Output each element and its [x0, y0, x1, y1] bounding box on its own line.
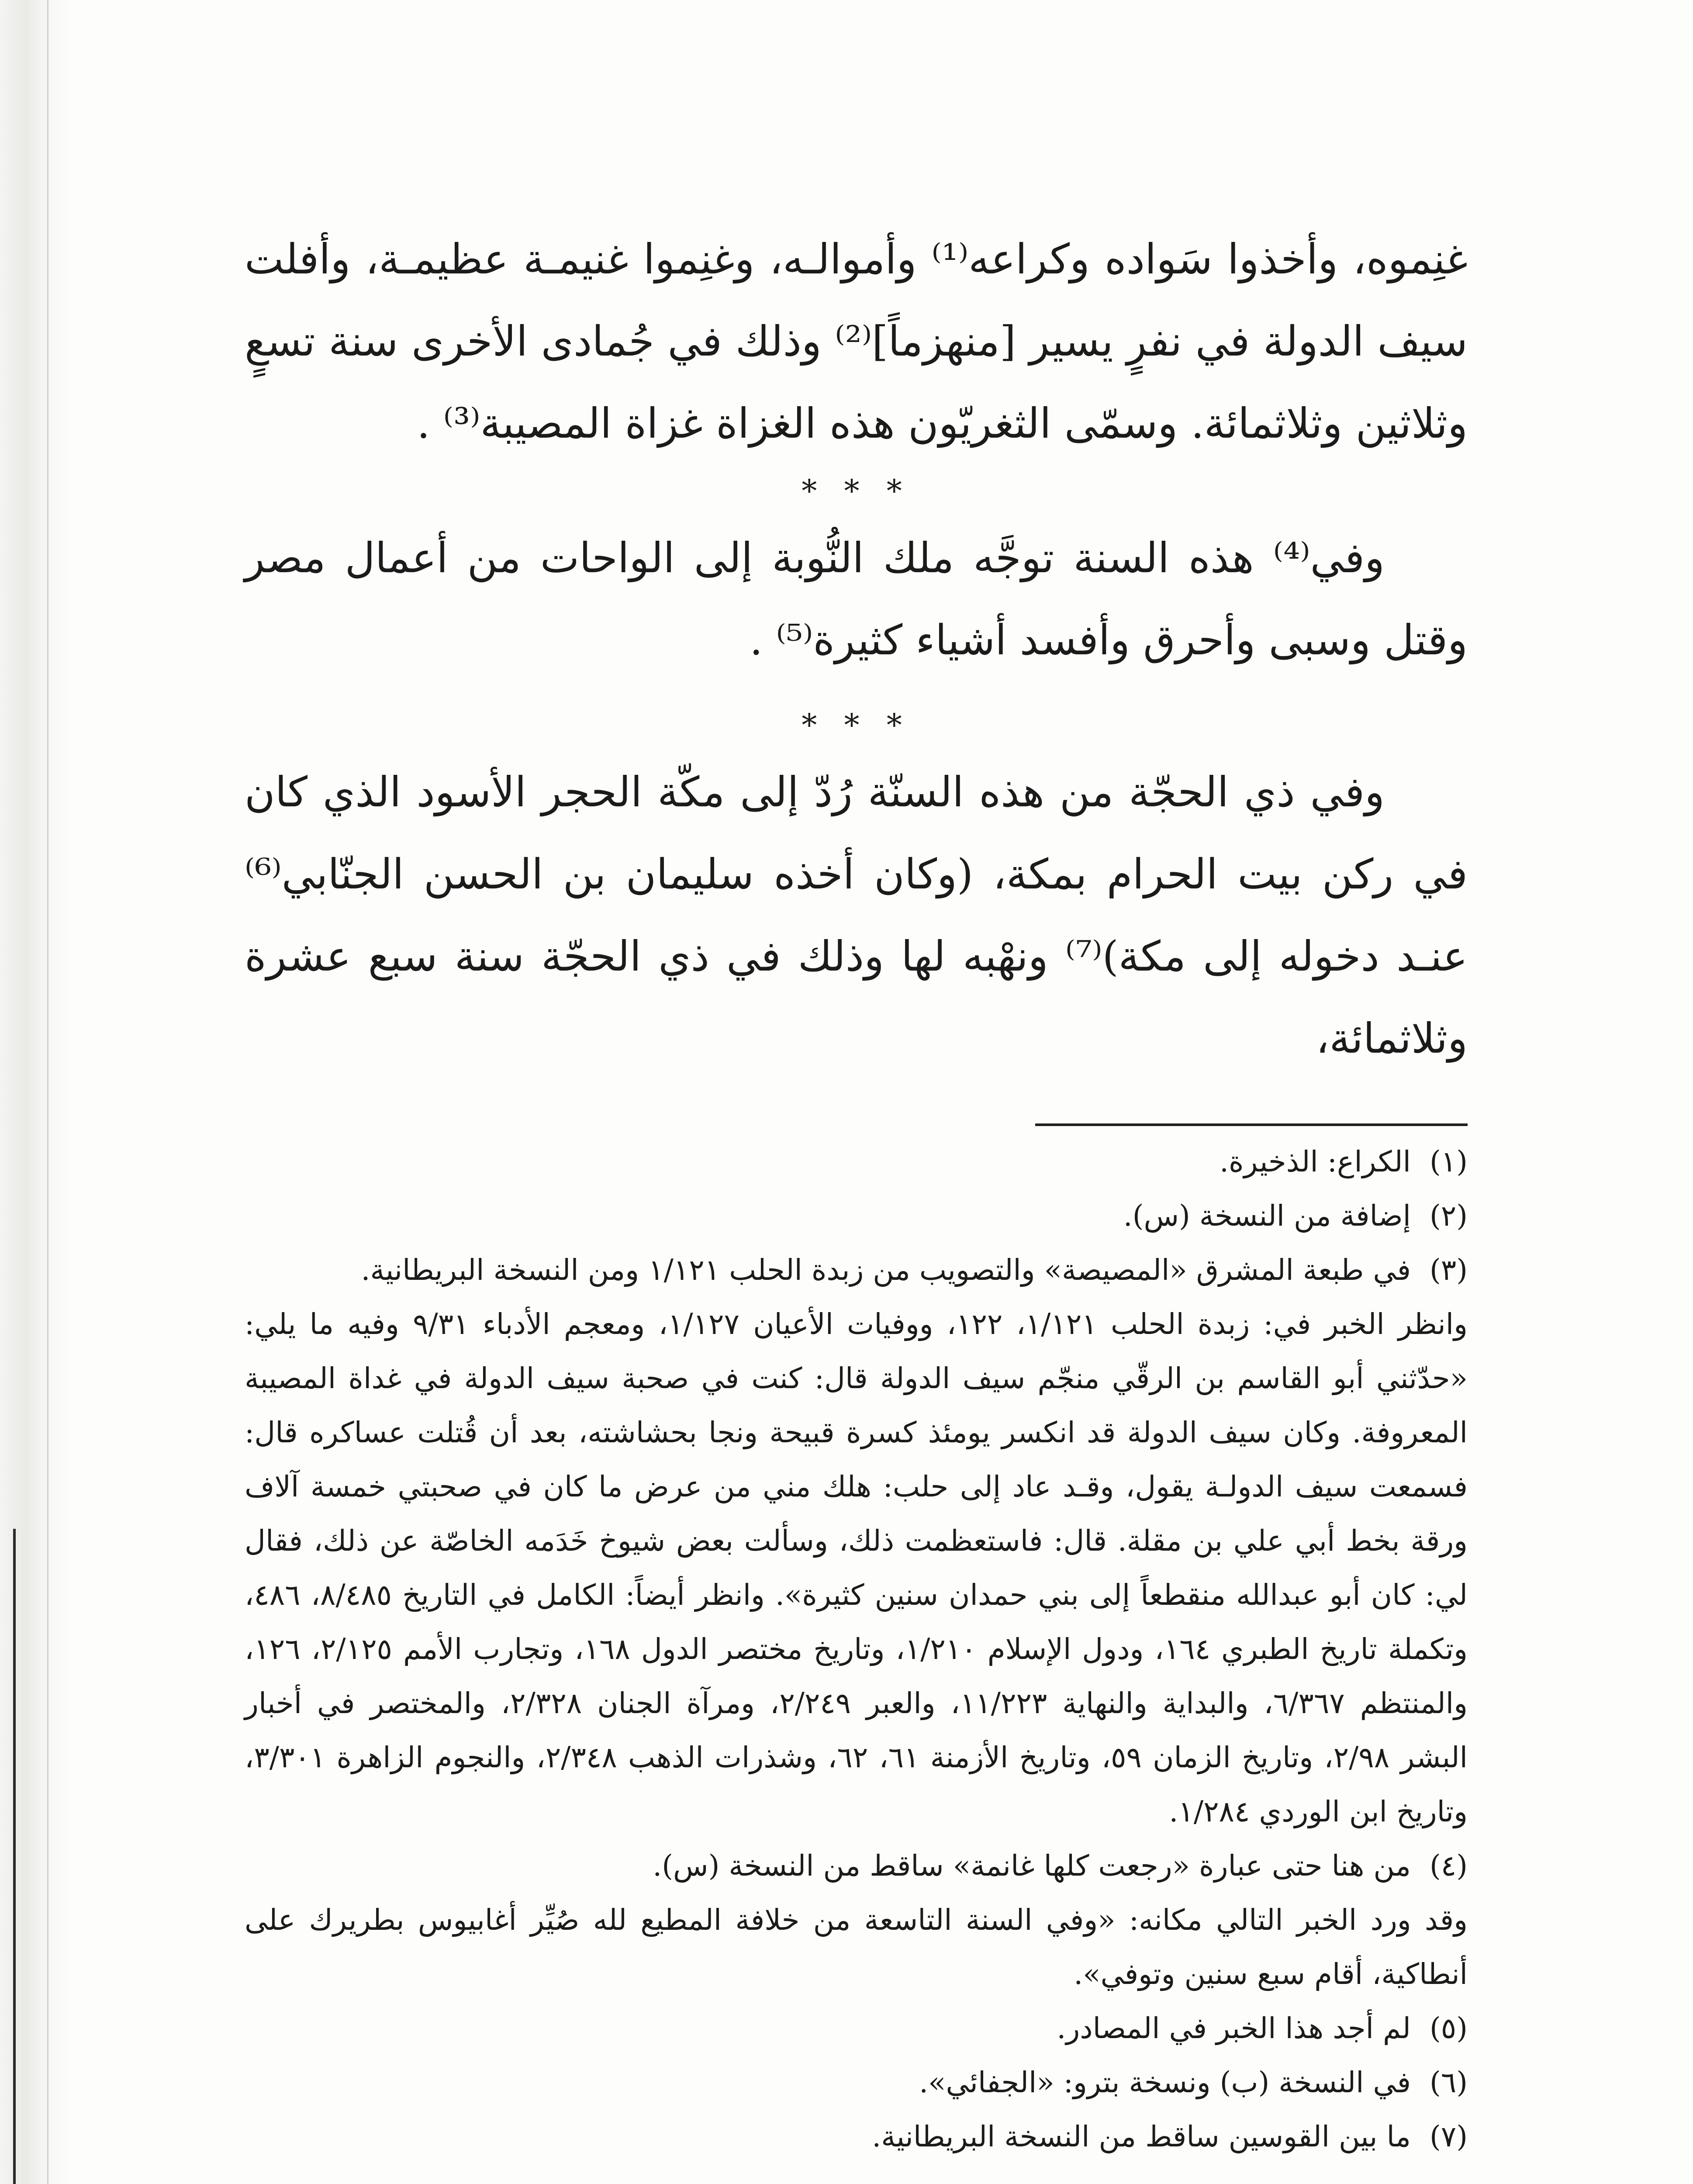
- footnote-number: (١): [1430, 1145, 1468, 1178]
- paragraph: غنِموه، وأخذوا سَواده وكراعه⁽¹⁾ وأموالـه، وغنِموا غنيمـة عظيمـة، وأفلت سيف الدولة في نفرٍ يسير [منهزماً]⁽²⁾ وذلك في جُمادى الأخرى سنة تسعٍ وثلاثين وثلاثمائة. وسمّى الثغريّون هذه الغزاة غزاة المصيبة⁽³⁾ .: [245, 235, 1468, 448]
- footnote-number: (٢): [1430, 1199, 1468, 1233]
- footnote: [245, 1189, 1468, 1243]
- main-text: [245, 218, 1468, 1080]
- footnote-number: (٧): [1430, 2120, 1468, 2153]
- scan-gutter: [0, 0, 74, 2184]
- footnote-text: من هنا حتى عبارة «رجعت كلها غانمة» ساقط من النسخة (س).: [653, 1849, 1411, 1883]
- section-separator: * * *: [802, 707, 911, 743]
- footnote: [245, 2056, 1468, 2110]
- footnote-continuation: وانظر الخبر في: زبدة الحلب ١/١٢١، ١٢٢، ووفيات الأعيان ١/١٢٧، ومعجم الأدباء ٩/٣١ وفيه ما يلي: «حدّثني أبو القاسم بن الرقّي منجّم سيف الدولة قال: كنت في صحبة سيف الدولة في غداة المصيبة المعروفة. وكان سيف الدولة قد انكسر يومئذ كسرة قبيحة ونجا بحشاشته، بعد أن قُتلت عساكره قال: فسمعت سيف الدولـة يقول، وقـد عاد إلى حلب: هلك مني من عرض ما كان في صحبتي خمسة آلاف ورقة بخط أبي علي بن مقلة. قال: فاستعظمت ذلك، وسألت بعض شيوخ خَدَمه الخاصّة عن ذلك، فقال لي: كان أبو عبدالله منقطعاً إلى بني حمدان سنين كثيرة». وانظر أيضاً: الكامل في التاريخ ٨/٤٨٥، ٤٨٦، وتكملة تاريخ الطبري ١٦٤، ودول الإسلام ١/٢١٠، وتاريخ مختصر الدول ١٦٨، وتجارب الأمم ٢/١٢٥، ١٢٦، والمنتظم ٦/٣٦٧، والبداية والنهاية ١١/٢٢٣، والعبر ٢/٢٤٩، ومرآة الجنان ٢/٣٢٨، والمختصر في أخبار البشر ٢/٩٨، وتاريخ الزمان ٥٩، وتاريخ الأزمنة ٦١، ٦٢، وشذرات الذهب ٢/٣٤٨، والنجوم الزاهرة ٣/٣٠١، وتاريخ ابن الوردي ١/٢٨٤.: [245, 1307, 1468, 1828]
- section-separator: * * *: [802, 473, 911, 509]
- footnote-text: ما بين القوسين ساقط من النسخة البريطانية.: [872, 2120, 1411, 2153]
- footnote-text: الكراع: الذخيرة.: [1219, 1145, 1411, 1178]
- scan-margin-mark: [13, 1529, 16, 2184]
- footnote-rule: [1035, 1123, 1468, 1126]
- footnote-number: (٤): [1430, 1849, 1468, 1883]
- footnote-number: (٥): [1430, 2011, 1468, 2045]
- book-page: [245, 218, 1468, 2184]
- footnote-text: إضافة من النسخة (س).: [1123, 1199, 1411, 1233]
- footnote: [245, 1135, 1468, 1189]
- paragraph: وفي⁽⁴⁾ هذه السنة توجَّه ملك النُّوبة إلى الواحات من أعمال مصر وقتل وسبى وأحرق وأفسد أشياء كثيرة⁽⁵⁾ .: [245, 534, 1468, 664]
- footnote: [245, 2110, 1468, 2164]
- footnote: [245, 1839, 1468, 1893]
- footnote-number: (٣): [1430, 1253, 1468, 1287]
- footnote: [245, 2001, 1468, 2056]
- footnote-continuation: وقد ورد الخبر التالي مكانه: «وفي السنة التاسعة من خلافة المطيع لله صُيِّر أغابيوس بطريرك على أنطاكية، أقام سبع سنين وتوفي».: [245, 1903, 1468, 1991]
- footnotes: [245, 1135, 1468, 2164]
- footnote-number: (٦): [1430, 2066, 1468, 2099]
- footnote-text: لم أجد هذا الخبر في المصادر.: [1057, 2011, 1411, 2045]
- paragraph: وفي ذي الحجّة من هذه السنّة رُدّ إلى مكّة الحجر الأسود الذي كان في ركن بيت الحرام بمكة، (وكان أخذه سليمان بن الحسن الجنّابي⁽⁶⁾ عنـد دخوله إلى مكة)⁽⁷⁾ ونهْبه لها وذلك في ذي الحجّة سنة سبع عشرة وثلاثمائة،: [245, 768, 1468, 1063]
- footnote-text: في النسخة (ب) ونسخة بترو: «الجفائي».: [919, 2066, 1411, 2099]
- footnote: [245, 1243, 1468, 1297]
- footnote-text: في طبعة المشرق «المصيصة» والتصويب من زبدة الحلب ١/١٢١ ومن النسخة البريطانية.: [361, 1253, 1411, 1287]
- binding-edge: [47, 0, 48, 2184]
